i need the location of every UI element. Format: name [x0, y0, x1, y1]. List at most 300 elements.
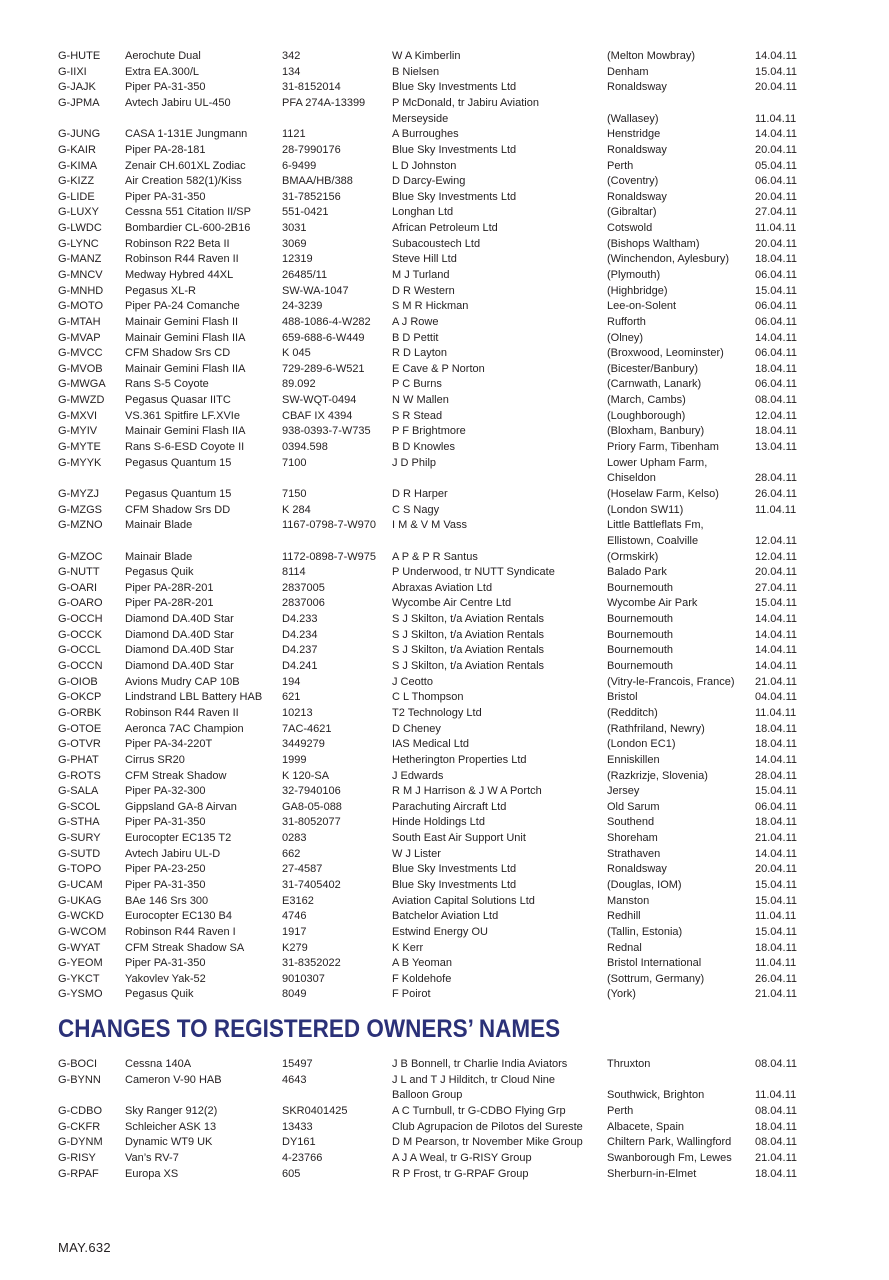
registration-cell: G-OTOE — [58, 722, 102, 735]
table-row — [58, 987, 818, 1003]
date-cell: 14.04.11 — [755, 644, 798, 657]
registration-cell: G-OCCL — [58, 644, 101, 657]
owner-cell: I M & V M Vass — [392, 519, 467, 532]
aircraft-type-cell: CFM Streak Shadow SA — [125, 941, 245, 954]
location-cell: Swanborough Fm, Lewes — [607, 1151, 732, 1164]
date-cell: 18.04.11 — [755, 1120, 798, 1133]
aircraft-type-cell: Lindstrand LBL Battery HAB — [125, 691, 263, 704]
table-row — [58, 909, 818, 925]
registration-cell: G-CDBO — [58, 1104, 102, 1117]
construction-number-cell: 4746 — [282, 910, 307, 923]
construction-number-cell: SW-WA-1047 — [282, 284, 349, 297]
aircraft-type-cell: Aerochute Dual — [125, 50, 201, 62]
date-cell: 26.04.11 — [755, 487, 798, 500]
date-cell: 18.04.11 — [755, 1167, 798, 1180]
registration-cell: G-OTVR — [58, 738, 101, 751]
aircraft-type-cell: Cameron V-90 HAB — [125, 1073, 222, 1086]
owner-cell: Abraxas Aviation Ltd — [392, 581, 493, 594]
owner-cell: E Cave & P Norton — [392, 362, 485, 375]
aircraft-type-cell: Bombardier CL-600-2B16 — [125, 222, 251, 235]
location-cell: (Douglas, IOM) — [607, 879, 682, 891]
owner-cell: J B Bonnell, tr Charlie India Aviators — [392, 1058, 568, 1070]
table-row — [58, 784, 818, 800]
owner-cell: Batchelor Aviation Ltd — [392, 910, 499, 923]
registration-cell: G-SALA — [58, 785, 99, 798]
registration-cell: G-KIZZ — [58, 175, 95, 188]
construction-number-cell: 1121 — [282, 128, 306, 141]
date-cell: 15.04.11 — [755, 894, 798, 907]
registration-cell: G-BYNN — [58, 1073, 101, 1086]
construction-number-cell: 1167-0798-7-W970 — [282, 519, 376, 532]
date-cell: 28.04.11 — [755, 472, 798, 485]
table-row — [58, 284, 818, 300]
owner-cell: D M Pearson, tr November Mike Group — [392, 1136, 583, 1149]
table-row — [58, 1057, 818, 1073]
registration-cell: G-MTAH — [58, 315, 101, 328]
owner-cell: D Darcy-Ewing — [392, 175, 466, 188]
date-cell: 14.04.11 — [755, 660, 798, 673]
aircraft-type-cell: Piper PA-34-220T — [125, 738, 213, 751]
table-row — [58, 690, 818, 706]
date-cell: 13.04.11 — [755, 441, 798, 454]
owner-cell: African Petroleum Ltd — [392, 222, 498, 235]
registration-cell: G-CKFR — [58, 1120, 101, 1133]
location-cell: (Razkrizje, Slovenia) — [607, 769, 708, 782]
owner-cell: Steve Hill Ltd — [392, 253, 457, 266]
aircraft-type-cell: Robinson R44 Raven I — [125, 925, 236, 938]
owner-cell: W A Kimberlin — [392, 50, 461, 62]
table-row — [58, 393, 818, 409]
construction-number-cell: D4.233 — [282, 613, 318, 626]
aircraft-type-cell: Air Creation 582(1)/Kiss — [125, 175, 242, 188]
date-cell: 11.04.11 — [755, 1089, 797, 1102]
aircraft-type-cell: Mainair Gemini Flash IIA — [125, 425, 246, 438]
aircraft-type-cell: VS.361 Spitfire LF.XVIe — [125, 409, 240, 422]
aircraft-type-cell: Pegasus Quik — [125, 988, 194, 1001]
location-cell: (Plymouth) — [607, 268, 661, 281]
table-row — [58, 550, 818, 566]
aircraft-type-cell: Sky Ranger 912(2) — [125, 1104, 218, 1117]
construction-number-cell: 659-688-6-W449 — [282, 331, 365, 344]
table-row — [58, 96, 818, 127]
table-row — [58, 972, 818, 988]
location-cell: Bournemouth — [607, 613, 674, 626]
location-cell: Ronaldsway — [607, 143, 667, 156]
owner-cell: B D Knowles — [392, 441, 455, 454]
location-cell: Sherburn-in-Elmet — [607, 1167, 697, 1180]
aircraft-type-cell: Medway Hybred 44XL — [125, 268, 234, 281]
aircraft-type-cell: Pegasus Quantum 15 — [125, 456, 232, 469]
location-cell: (Wallasey) — [607, 112, 659, 125]
table-row — [58, 346, 818, 362]
owner-cell: A J Rowe — [392, 315, 439, 328]
construction-number-cell: PFA 274A-13399 — [282, 96, 366, 109]
location-cell: Strathaven — [607, 847, 661, 860]
location-cell: Priory Farm, Tibenham — [607, 441, 719, 454]
owner-cell: D Cheney — [392, 722, 441, 735]
location-cell: Henstridge — [607, 128, 661, 141]
construction-number-cell: 194 — [282, 675, 301, 688]
location-cell: Southend — [607, 816, 655, 829]
registration-cell: G-MZGS — [58, 503, 102, 516]
owner-cell: B Nielsen — [392, 65, 440, 78]
registration-cell: G-HUTE — [58, 50, 101, 62]
registration-cell: G-MVAP — [58, 331, 101, 344]
date-cell: 11.04.11 — [755, 910, 797, 923]
table-row — [58, 127, 818, 143]
location-cell: (York) — [607, 988, 636, 1001]
aircraft-type-cell: Gippsland GA-8 Airvan — [125, 800, 237, 813]
registration-cell: G-LWDC — [58, 222, 102, 235]
date-cell: 18.04.11 — [755, 738, 798, 751]
construction-number-cell: 4-23766 — [282, 1151, 323, 1164]
registration-cell: G-JPMA — [58, 96, 100, 109]
location-cell: Cotswold — [607, 222, 653, 235]
owner-cell: Wycombe Air Centre Ltd — [392, 597, 512, 610]
aircraft-type-cell: Mainair Gemini Flash IIA — [125, 331, 246, 344]
construction-number-cell: K279 — [282, 941, 308, 954]
owner-cell: D R Western — [392, 284, 455, 297]
aircraft-type-cell: Robinson R44 Raven II — [125, 706, 239, 719]
table-row — [58, 847, 818, 863]
date-cell: 21.04.11 — [755, 832, 798, 845]
table-row — [58, 299, 818, 315]
aircraft-type-cell: Mainair Blade — [125, 519, 193, 532]
location-cell: (Tallin, Estonia) — [607, 925, 683, 938]
registration-cell: G-OCCN — [58, 660, 103, 673]
construction-number-cell: K 120-SA — [282, 769, 330, 782]
aircraft-type-cell: Piper PA-31-350 — [125, 957, 206, 970]
construction-number-cell: 89.092 — [282, 378, 316, 391]
registrations-table — [58, 49, 818, 1003]
table-row — [58, 159, 818, 175]
registration-cell: G-SCOL — [58, 800, 101, 813]
aircraft-type-cell: Eurocopter EC130 B4 — [125, 910, 233, 923]
construction-number-cell: 342 — [282, 50, 301, 62]
date-cell: 20.04.11 — [755, 863, 798, 876]
date-cell: 14.04.11 — [755, 847, 798, 860]
table-row — [58, 675, 818, 691]
table-row — [58, 221, 818, 237]
owner-cell: P McDonald, tr Jabiru Aviation Merseyside — [392, 96, 539, 125]
owner-cell: South East Air Support Unit — [392, 832, 526, 845]
location-cell: (Sottrum, Germany) — [607, 972, 705, 985]
table-row — [58, 581, 818, 597]
owner-cell: A P & P R Santus — [392, 550, 478, 563]
construction-number-cell: 28-7990176 — [282, 143, 341, 156]
construction-number-cell: 12319 — [282, 253, 313, 266]
date-cell: 15.04.11 — [755, 284, 798, 297]
table-row — [58, 706, 818, 722]
aircraft-type-cell: Schleicher ASK 13 — [125, 1120, 217, 1133]
aircraft-type-cell: Rans S-6-ESD Coyote II — [125, 441, 245, 454]
registration-cell: G-OARO — [58, 597, 103, 610]
date-cell: 14.04.11 — [755, 50, 798, 62]
table-row — [58, 612, 818, 628]
construction-number-cell: BMAA/HB/388 — [282, 175, 353, 188]
registration-cell: G-RISY — [58, 1151, 96, 1164]
construction-number-cell: 1172-0898-7-W975 — [282, 550, 376, 563]
owner-cell: Subacoustech Ltd — [392, 237, 481, 250]
aircraft-type-cell: Piper PA-24 Comanche — [125, 300, 240, 313]
location-cell: (Bicester/Banbury) — [607, 362, 699, 375]
table-row — [58, 925, 818, 941]
table-row — [58, 424, 818, 440]
date-cell: 06.04.11 — [755, 378, 798, 391]
table-row — [58, 769, 818, 785]
location-cell: Thruxton — [607, 1058, 651, 1070]
table-row — [58, 190, 818, 206]
location-cell: Enniskillen — [607, 753, 660, 766]
table-row — [58, 565, 818, 581]
owner-cell: R M J Harrison & J W A Portch — [392, 785, 542, 798]
registration-cell: G-PHAT — [58, 753, 99, 766]
location-cell: Ronaldsway — [607, 863, 667, 876]
aircraft-type-cell: Zenair CH.601XL Zodiac — [125, 159, 246, 172]
registration-cell: G-MXVI — [58, 409, 98, 422]
table-row — [58, 894, 818, 910]
date-cell: 18.04.11 — [755, 941, 798, 954]
registration-cell: G-ORBK — [58, 706, 102, 719]
table-row — [58, 815, 818, 831]
aircraft-type-cell: Extra EA.300/L — [125, 65, 199, 78]
table-row — [58, 65, 818, 81]
date-cell: 20.04.11 — [755, 81, 798, 94]
date-cell: 20.04.11 — [755, 566, 798, 579]
table-row — [58, 941, 818, 957]
date-cell: 06.04.11 — [755, 268, 798, 281]
date-cell: 15.04.11 — [755, 597, 798, 610]
registration-cell: G-UCAM — [58, 879, 103, 891]
date-cell: 18.04.11 — [755, 722, 798, 735]
owner-cell: S R Stead — [392, 409, 443, 422]
date-cell: 06.04.11 — [755, 347, 798, 360]
construction-number-cell: D4.241 — [282, 660, 318, 673]
aircraft-type-cell: Rans S-5 Coyote — [125, 378, 209, 391]
owner-changes-table — [58, 1057, 818, 1182]
registration-cell: G-SUTD — [58, 847, 101, 860]
construction-number-cell: D4.234 — [282, 628, 318, 641]
owner-cell: Club Agrupacion de Pilotos del Sureste — [392, 1120, 583, 1133]
location-cell: (Rathfriland, Newry) — [607, 722, 705, 735]
construction-number-cell: GA8-05-088 — [282, 800, 342, 813]
owner-cell: Hetherington Properties Ltd — [392, 753, 527, 766]
owner-cell: Blue Sky Investments Ltd — [392, 879, 517, 891]
owner-cell: K Kerr — [392, 941, 424, 954]
construction-number-cell: 9010307 — [282, 972, 325, 985]
date-cell: 06.04.11 — [755, 175, 798, 188]
construction-number-cell: 8114 — [282, 566, 306, 579]
date-cell: 11.04.11 — [755, 503, 797, 516]
owner-cell: Blue Sky Investments Ltd — [392, 863, 517, 876]
table-row — [58, 831, 818, 847]
aircraft-type-cell: Piper PA-28R-201 — [125, 597, 214, 610]
registration-cell: G-LUXY — [58, 206, 99, 219]
location-cell: Bristol International — [607, 957, 702, 970]
construction-number-cell: 31-8352022 — [282, 957, 341, 970]
aircraft-type-cell: Piper PA-31-350 — [125, 816, 206, 829]
date-cell: 12.04.11 — [755, 409, 798, 422]
registration-cell: G-NUTT — [58, 566, 100, 579]
date-cell: 12.04.11 — [755, 534, 798, 547]
location-cell: Lee-on-Solent — [607, 300, 677, 313]
construction-number-cell: 3069 — [282, 237, 307, 250]
table-row — [58, 1073, 818, 1104]
date-cell: 14.04.11 — [755, 613, 798, 626]
construction-number-cell: 24-3239 — [282, 300, 323, 313]
aircraft-type-cell: Robinson R22 Beta II — [125, 237, 230, 250]
table-row — [58, 440, 818, 456]
construction-number-cell: 621 — [282, 691, 301, 704]
aircraft-type-cell: CFM Shadow Srs CD — [125, 347, 231, 360]
date-cell: 06.04.11 — [755, 315, 798, 328]
registration-cell: G-YSMO — [58, 988, 103, 1001]
date-cell: 15.04.11 — [755, 925, 798, 938]
construction-number-cell: 31-7405402 — [282, 879, 341, 891]
aircraft-type-cell: Diamond DA.40D Star — [125, 660, 234, 673]
owner-cell: S J Skilton, t/a Aviation Rentals — [392, 660, 545, 673]
owner-cell: Hinde Holdings Ltd — [392, 816, 485, 829]
table-row — [58, 503, 818, 519]
registration-cell: G-MNCV — [58, 268, 103, 281]
owner-cell: J L and T J Hilditch, tr Cloud Nine Balloon Group — [392, 1073, 556, 1102]
construction-number-cell: 26485/11 — [282, 268, 328, 281]
owner-cell: Blue Sky Investments Ltd — [392, 81, 517, 94]
aircraft-type-cell: Pegasus Quik — [125, 566, 194, 579]
date-cell: 21.04.11 — [755, 1151, 798, 1164]
registration-cell: G-IIXI — [58, 65, 87, 78]
location-cell: (Loughborough) — [607, 409, 686, 422]
registration-cell: G-LIDE — [58, 190, 95, 203]
location-cell: Chiltern Park, Wallingford — [607, 1136, 732, 1149]
aircraft-type-cell: Piper PA-23-250 — [125, 863, 206, 876]
aircraft-type-cell: Avtech Jabiru UL-D — [125, 847, 221, 860]
owner-cell: P F Brightmore — [392, 425, 466, 438]
location-cell: Albacete, Spain — [607, 1120, 685, 1133]
date-cell: 04.04.11 — [755, 691, 798, 704]
registration-cell: G-WCKD — [58, 910, 104, 923]
location-cell: Bristol — [607, 691, 638, 704]
aircraft-type-cell: Piper PA-28-181 — [125, 143, 206, 156]
location-cell: Bournemouth — [607, 644, 674, 657]
location-cell: (Vitry-le-Francois, France) — [607, 675, 735, 688]
construction-number-cell: 662 — [282, 847, 301, 860]
aircraft-type-cell: Europa XS — [125, 1167, 179, 1180]
owner-cell: N W Mallen — [392, 394, 449, 407]
location-cell: (London EC1) — [607, 738, 676, 751]
aircraft-type-cell: Dynamic WT9 UK — [125, 1136, 213, 1149]
owner-cell: D R Harper — [392, 487, 448, 500]
aircraft-type-cell: Mainair Blade — [125, 550, 193, 563]
date-cell: 14.04.11 — [755, 628, 798, 641]
construction-number-cell: K 045 — [282, 347, 311, 360]
location-cell: (March, Cambs) — [607, 394, 686, 407]
construction-number-cell: 1999 — [282, 753, 307, 766]
construction-number-cell: SW-WQT-0494 — [282, 394, 357, 407]
construction-number-cell: 10213 — [282, 706, 313, 719]
owner-cell: Blue Sky Investments Ltd — [392, 190, 517, 203]
aircraft-type-cell: Van’s RV-7 — [125, 1151, 179, 1164]
location-cell: Bournemouth — [607, 581, 674, 594]
construction-number-cell: 6-9499 — [282, 159, 317, 172]
owner-cell: J Edwards — [392, 769, 444, 782]
date-cell: 14.04.11 — [755, 128, 798, 141]
owner-cell: F Poirot — [392, 988, 431, 1001]
registration-cell: G-WYAT — [58, 941, 101, 954]
location-cell: Bournemouth — [607, 660, 674, 673]
construction-number-cell: 7100 — [282, 456, 307, 469]
page-number: MAY.632 — [58, 1240, 111, 1255]
location-cell: Lower Upham Farm, Chiseldon — [607, 456, 708, 485]
construction-number-cell: SKR0401425 — [282, 1104, 348, 1117]
owner-cell: Aviation Capital Solutions Ltd — [392, 894, 535, 907]
owner-cell: A C Turnbull, tr G-CDBO Flying Grp — [392, 1104, 566, 1117]
aircraft-type-cell: Piper PA-28R-201 — [125, 581, 214, 594]
table-row — [58, 1151, 818, 1167]
construction-number-cell: 0283 — [282, 832, 307, 845]
table-row — [58, 956, 818, 972]
registration-cell: G-JUNG — [58, 128, 101, 141]
table-row — [58, 49, 818, 65]
aircraft-type-cell: Eurocopter EC135 T2 — [125, 832, 232, 845]
location-cell: (Winchendon, Aylesbury) — [607, 253, 730, 266]
date-cell: 08.04.11 — [755, 1136, 798, 1149]
construction-number-cell: 15497 — [282, 1058, 313, 1070]
date-cell: 26.04.11 — [755, 972, 798, 985]
registration-cell: G-ROTS — [58, 769, 101, 782]
location-cell: (Bishops Waltham) — [607, 237, 700, 250]
date-cell: 11.04.11 — [755, 706, 797, 719]
construction-number-cell: 1917 — [282, 925, 307, 938]
location-cell: Little Battleflats Fm, Ellistown, Coalville — [607, 519, 704, 547]
registration-cell: G-MNHD — [58, 284, 104, 297]
date-cell: 05.04.11 — [755, 159, 798, 172]
table-row — [58, 487, 818, 503]
table-row — [58, 362, 818, 378]
location-cell: Balado Park — [607, 566, 667, 579]
registration-cell: G-STHA — [58, 816, 100, 829]
date-cell: 18.04.11 — [755, 253, 798, 266]
construction-number-cell: 488-1086-4-W282 — [282, 315, 371, 328]
location-cell: (Broxwood, Leominster) — [607, 347, 724, 360]
table-row — [58, 409, 818, 425]
date-cell: 06.04.11 — [755, 300, 798, 313]
date-cell: 08.04.11 — [755, 1058, 798, 1070]
construction-number-cell: 13433 — [282, 1120, 313, 1133]
date-cell: 15.04.11 — [755, 879, 798, 891]
registration-cell: G-MOTO — [58, 300, 104, 313]
construction-number-cell: DY161 — [282, 1136, 316, 1149]
owner-cell: IAS Medical Ltd — [392, 738, 470, 751]
table-row — [58, 753, 818, 769]
construction-number-cell: D4.237 — [282, 644, 318, 657]
registration-cell: G-MZOC — [58, 550, 103, 563]
construction-number-cell: CBAF IX 4394 — [282, 409, 353, 422]
location-cell: Denham — [607, 65, 649, 78]
registration-cell: G-SURY — [58, 832, 101, 845]
table-row — [58, 315, 818, 331]
table-row — [58, 722, 818, 738]
table-row — [58, 174, 818, 190]
location-cell: Old Sarum — [607, 800, 660, 813]
table-row — [58, 377, 818, 393]
location-cell: Bournemouth — [607, 628, 674, 641]
construction-number-cell: 32-7940106 — [282, 785, 341, 798]
construction-number-cell: 605 — [282, 1167, 301, 1180]
aircraft-type-cell: Pegasus XL-R — [125, 284, 196, 297]
aircraft-type-cell: CFM Shadow Srs DD — [125, 503, 231, 516]
location-cell: (London SW11) — [607, 503, 684, 516]
